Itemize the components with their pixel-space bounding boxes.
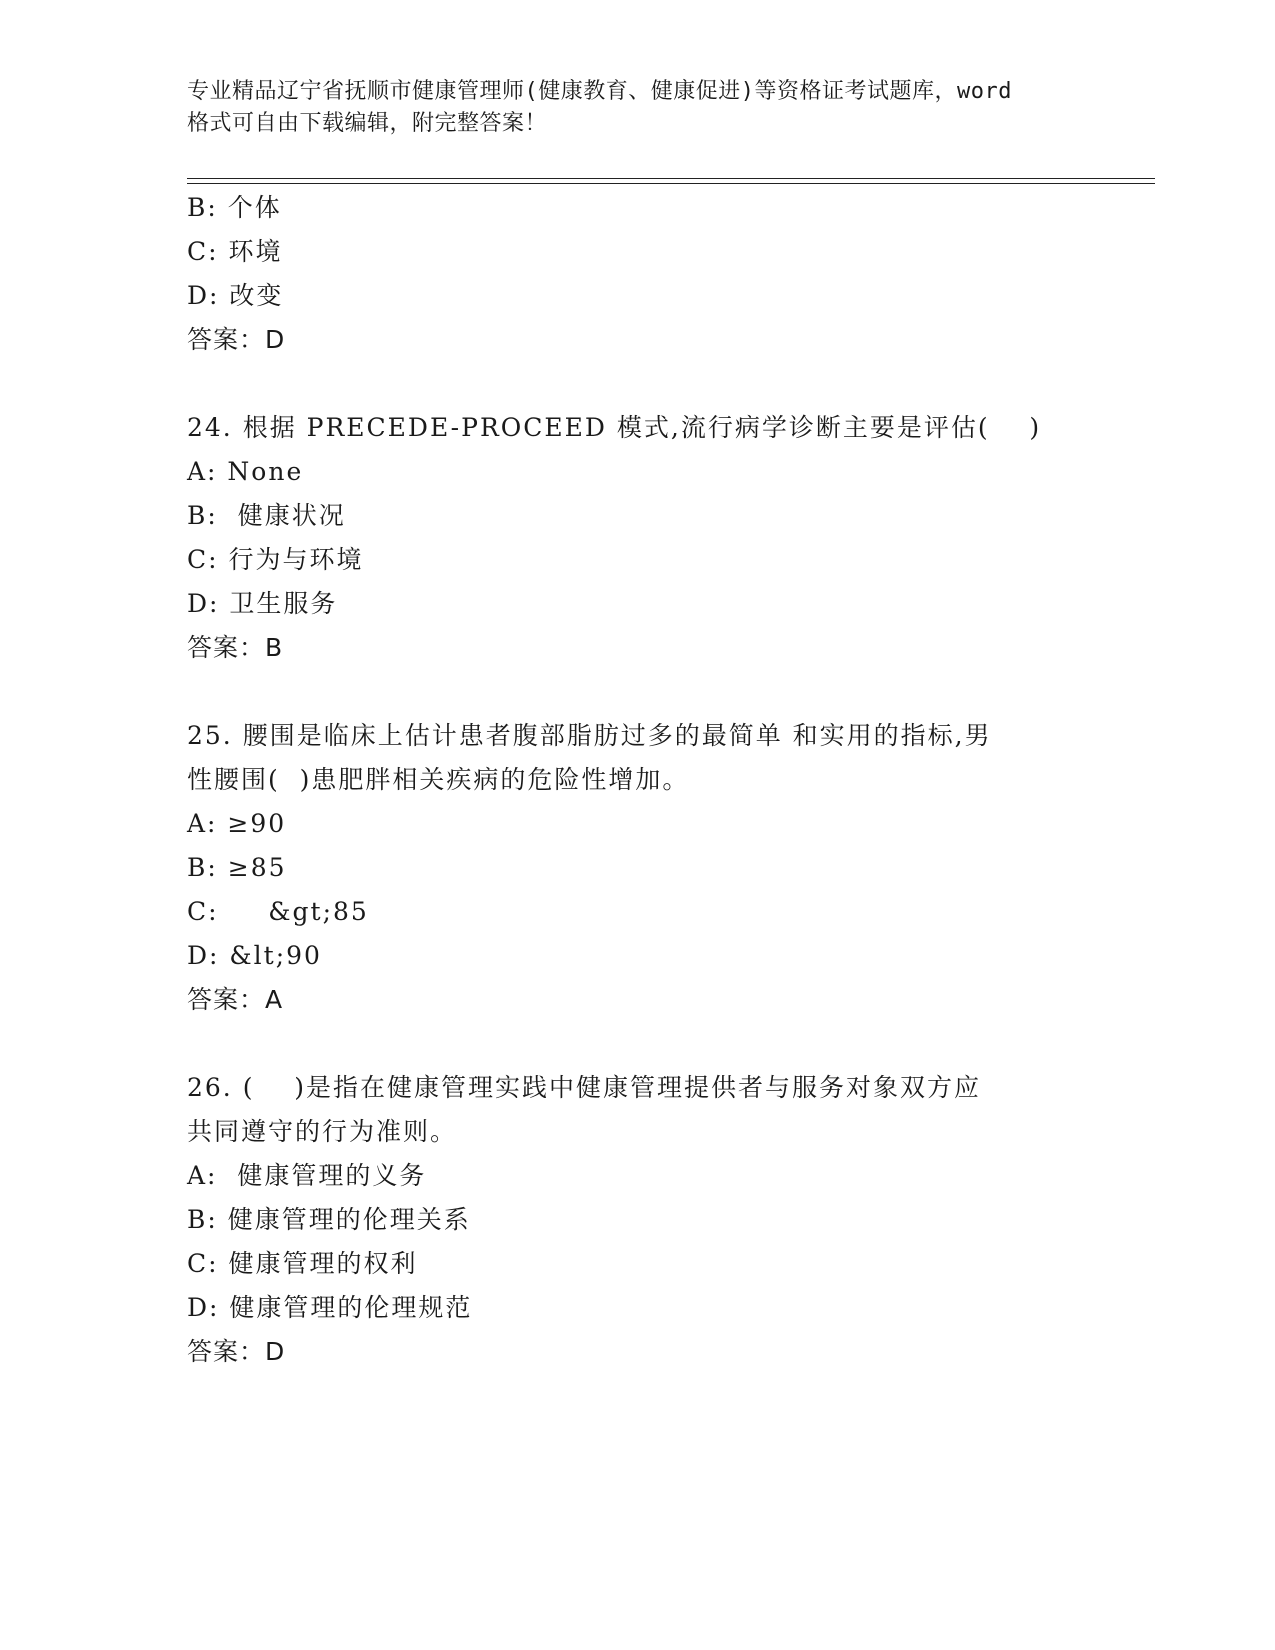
header-line-2: 格式可自由下载编辑，附完整答案！ — [187, 111, 548, 136]
q26-option-a: A: 健康管理的义务 — [187, 1161, 427, 1190]
q25-answer: 答案：A — [187, 985, 284, 1014]
q26-option-b: B: 健康管理的伦理关系 — [187, 1205, 471, 1234]
q24-option-a: A: None — [187, 457, 304, 486]
q25-option-a: A: ≥90 — [187, 809, 287, 838]
q23-option-c: C: 环境 — [187, 237, 283, 266]
q23-answer: 答案：D — [187, 325, 286, 354]
q25-question-line-2: 性腰围( )患肥胖相关疾病的危险性增加。 — [187, 765, 690, 794]
header-divider-top — [187, 178, 1155, 179]
q24-option-c: C: 行为与环境 — [187, 545, 364, 574]
q25-question-line-1: 25. 腰围是临床上估计患者腹部脂肪过多的最简单 和实用的指标,男 — [187, 721, 992, 750]
header-divider-bottom — [187, 183, 1155, 184]
q25-option-b: B: ≥85 — [187, 853, 287, 882]
q24-option-b: B: 健康状况 — [187, 501, 346, 530]
q25-option-c: C: &gt;85 — [187, 897, 369, 926]
header-line-1: 专业精品辽宁省抚顺市健康管理师(健康教育、健康促进)等资格证考试题库，word — [187, 79, 1012, 104]
q26-question-line-2: 共同遵守的行为准则。 — [187, 1117, 458, 1146]
document-header — [187, 76, 1087, 140]
q23-option-b: B: 个体 — [187, 193, 282, 222]
q23-option-d: D: 改变 — [187, 281, 284, 310]
q24-question: 24. 根据 PRECEDE-PROCEED 模式,流行病学诊断主要是评估( ) — [187, 413, 1042, 442]
q26-answer: 答案：D — [187, 1337, 286, 1366]
q26-option-d: D: 健康管理的伦理规范 — [187, 1293, 473, 1322]
q26-option-c: C: 健康管理的权利 — [187, 1249, 418, 1278]
q25-option-d: D: &lt;90 — [187, 941, 322, 970]
q24-option-d: D: 卫生服务 — [187, 589, 338, 618]
q26-question-line-1: 26. ( )是指在健康管理实践中健康管理提供者与服务对象双方应 — [187, 1073, 982, 1102]
q24-answer: 答案：B — [187, 633, 284, 662]
